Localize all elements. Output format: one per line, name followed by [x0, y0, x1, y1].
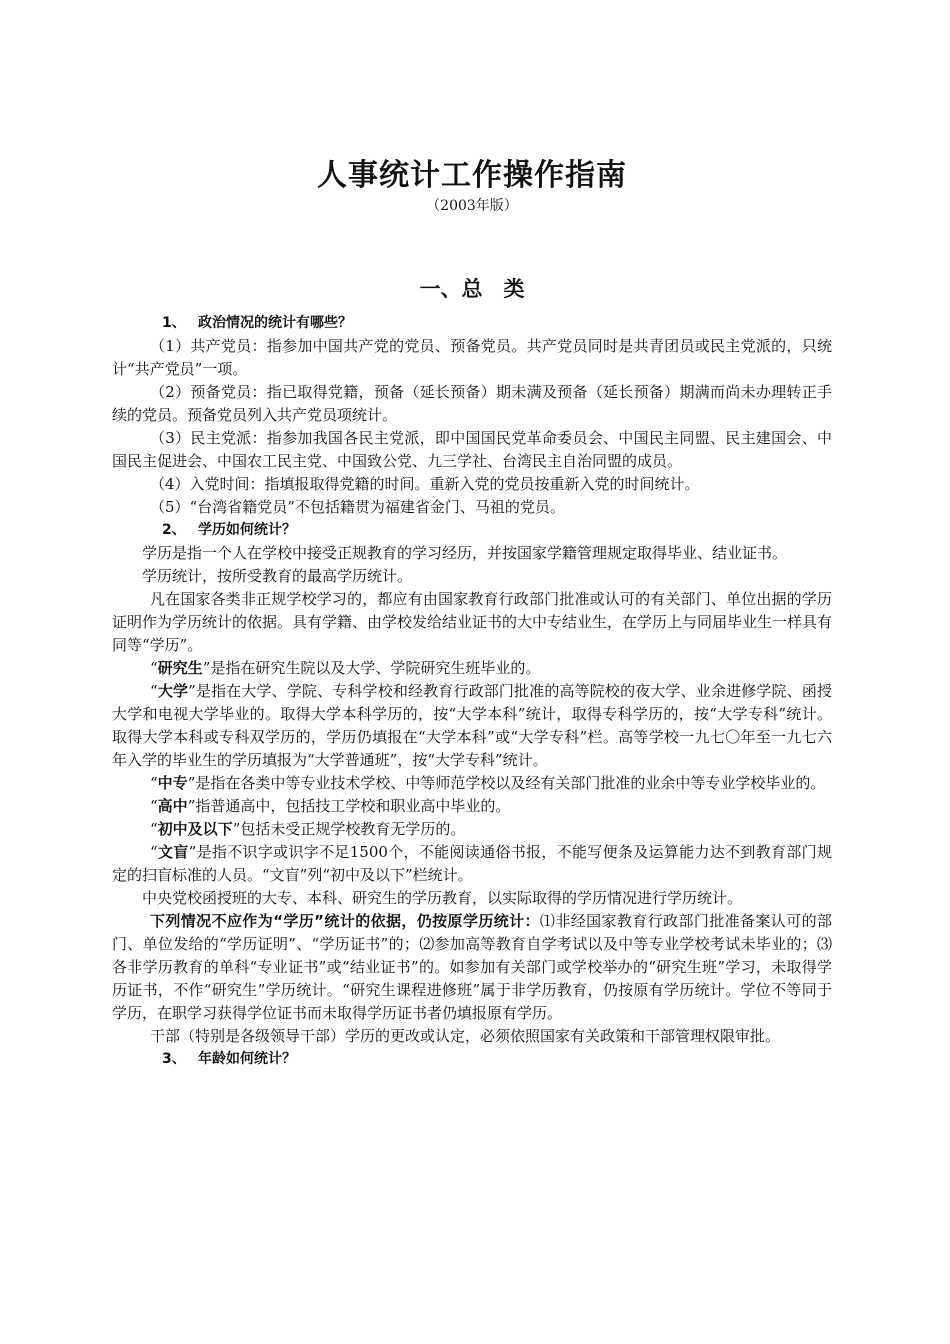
definition: ”是指不识字或识字不足1500个，不能阅读通俗书报，不能写便条及运算能力达不到教育部门规定的扫盲标准的人员。“文盲”列“初中及以下”栏统计。 [112, 843, 832, 884]
paragraph [112, 910, 832, 1025]
paragraph [112, 841, 832, 887]
question-text: 学历如何统计？ [198, 522, 296, 538]
quote-mark: “ [150, 774, 158, 792]
quote-mark: “ [150, 843, 158, 861]
paragraph: 学历统计，按所受教育的最高学历统计。 [142, 567, 413, 585]
paragraph-rest: ⑴非经国家教育行政部门批准备案认可的部门、单位发给的“学历证明”、“学历证书”的；⑵参加高等教育自学考试以及中等专业学校考试未毕业的；⑶各非学历教育的单科“专业证书”或“结业证书”的。如参加有关部门或学校举办的“研究生班”学习，未取得学历证书，不作“研究生”学历统计。“研究生课程进修班”属于非学历教育，仍按原有学历统计。学位不等同于学历，在职学习获得学位证书而未取得学历证书者仍填报原有学历。 [112, 912, 832, 1022]
term: 高中 [157, 797, 188, 815]
document-title: 人事统计工作操作指南 [317, 158, 627, 193]
question-1-heading [112, 312, 832, 335]
paragraph: 凡在国家各类非正规学校学习的，都应有由国家教育行政部门批准或认可的有关部门、单位出据的学历证明作为学历统计的依据。具有学籍、由学校发给结业证书的大中专结业生，在学历上与同届毕业生一样具有同等“学历”。 [112, 590, 833, 654]
question-number: 1、 [162, 315, 186, 331]
quote-mark: “ [150, 797, 158, 815]
document-body [112, 312, 832, 1071]
question-text: 政治情况的统计有哪些？ [198, 315, 352, 331]
question-2-heading [112, 519, 832, 542]
term: 文盲 [157, 843, 189, 861]
definition: ”包括未受正规学校教育无学历的。 [232, 820, 466, 838]
paragraph: 学历是指一个人在学校中接受正规教育的学习经历，并按国家学籍管理规定取得毕业、结业证书。 [142, 544, 788, 562]
paragraph: （4）入党时间：指填报取得党籍的时间。重新入党的党员按重新入党的时间统计。 [150, 475, 700, 493]
question-number: 2、 [162, 522, 186, 538]
paragraph [112, 680, 832, 772]
paragraph: （3）民主党派：指参加我国各民主党派，即中国国民党革命委员会、中国民主同盟、民主建国会、中国民主促进会、中国农工民主党、中国致公党、九三学社、台湾民主自治同盟的成员。 [112, 429, 832, 470]
term: 中专 [157, 774, 188, 792]
paragraph [112, 795, 832, 818]
section-heading: 一、总 类 [419, 277, 525, 301]
question-text: 年龄如何统计？ [198, 1051, 296, 1067]
paragraph: （1）共产党员：指参加中国共产党的党员、预备党员。共产党员同时是共青团员或民主党派的，只统计“共产党员”一项。 [112, 337, 832, 378]
definition: ”是指在研究生院以及大学、学院研究生班毕业的。 [202, 659, 541, 677]
term: 初中及以下 [157, 820, 233, 838]
term: 大学 [157, 682, 189, 700]
paragraph [112, 818, 832, 841]
definition: ”是指在大学、学院、专科学校和经教育行政部门批准的高等院校的夜大学、业余进修学院、函授大学和电视大学毕业的。取得大学本科学历的，按“大学本科”统计，取得专科学历的，按“大学专科”统计。取得大学本科或专科双学历的，学历仍填报在“大学本科”或“大学专科”栏。高等学校一九七〇年至一九七六年入学的毕业生的学历填报为“大学普通班”，按“大学专科”统计。 [112, 682, 832, 769]
question-3-heading [112, 1048, 832, 1071]
definition: ”是指在各类中等专业技术学校、中等师范学校以及经有关部门批准的业余中等专业学校毕业的。 [187, 774, 826, 792]
quote-mark: “ [150, 659, 158, 677]
question-number: 3、 [162, 1051, 186, 1067]
quote-mark: “ [150, 820, 158, 838]
quote-mark: “ [150, 682, 158, 700]
paragraph [112, 772, 832, 795]
definition: ”指普通高中，包括技工学校和职业高中毕业的。 [187, 797, 511, 815]
term: 研究生 [157, 659, 203, 677]
document-subtitle: （2003年版） [426, 198, 518, 214]
paragraph [112, 657, 832, 680]
paragraph: 干部（特别是各级领导干部）学历的更改或认定，必须依照国家有关政策和干部管理权限审批。 [150, 1027, 781, 1045]
paragraph: （2）预备党员：指已取得党籍，预备（延长预备）期未满及预备（延长预备）期满而尚未办理转正手续的党员。预备党员列入共产党员项统计。 [112, 383, 832, 424]
paragraph: 中央党校函授班的大专、本科、研究生的学历教育，以实际取得的学历情况进行学历统计。 [142, 889, 743, 907]
bold-lead: 下列情况不应作为“学历”统计的依据，仍按原学历统计： [150, 912, 540, 930]
paragraph: （5）“台湾省籍党员”不包括籍贯为福建省金门、马祖的党员。 [150, 498, 565, 516]
